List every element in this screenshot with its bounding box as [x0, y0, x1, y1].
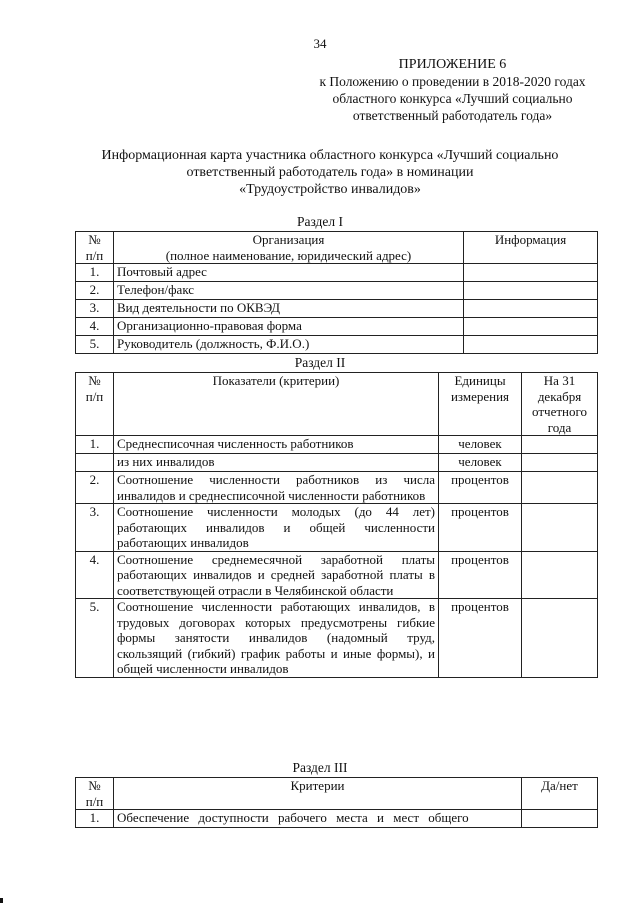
row-number: 2.	[76, 282, 114, 300]
row-number: 1.	[76, 264, 114, 282]
header-text: п/п	[85, 247, 104, 263]
row-text: Организационно-правовая форма	[114, 318, 464, 336]
header-text: №	[88, 778, 101, 793]
table-row	[76, 282, 598, 300]
header-date	[522, 373, 598, 436]
row-number: 5.	[76, 336, 114, 354]
unit-cell: процентов	[439, 551, 522, 599]
unit-cell: процентов	[439, 599, 522, 678]
answer-cell[interactable]	[522, 810, 598, 828]
table-row	[76, 472, 598, 504]
header-text: года	[547, 419, 572, 435]
header-text: №	[88, 373, 101, 388]
value-cell[interactable]	[522, 504, 598, 552]
title-line: ответственный работодатель года» в номинации	[186, 165, 474, 180]
row-text: Соотношение численности работающих инвалидов, в трудовых договорах которых предусмотрены гибкие формы занятости инвалидов (надомный труд, скользящий (гибкий) график работы и иные формы), и общей численности инвалидов	[114, 599, 439, 678]
header-organization	[114, 232, 464, 264]
table-row	[76, 454, 598, 472]
table-header-row	[76, 778, 598, 810]
row-number: 1.	[76, 436, 114, 454]
header-text: декабря	[537, 388, 582, 404]
value-cell[interactable]	[522, 436, 598, 454]
appendix-title: ПРИЛОЖЕНИЕ 6	[398, 57, 507, 72]
table-header-row	[76, 373, 598, 436]
header-answer: Да/нет	[522, 778, 598, 810]
page-number: 34	[313, 36, 327, 51]
row-text: Среднесписочная численность работников	[114, 436, 439, 454]
row-text: Соотношение численности работников из числа инвалидов и среднесписочной численности работников	[114, 472, 439, 504]
section-2-label: Раздел II	[294, 355, 346, 370]
row-text: Вид деятельности по ОКВЭД	[114, 300, 464, 318]
row-number: 3.	[76, 300, 114, 318]
header-text: №	[88, 232, 101, 247]
info-cell[interactable]	[464, 264, 598, 282]
header-num	[76, 373, 114, 436]
section-1-table	[75, 231, 598, 354]
header-information: Информация	[464, 232, 598, 264]
row-text: из них инвалидов	[114, 454, 439, 472]
section-3-table	[75, 777, 598, 828]
row-number: 4.	[76, 551, 114, 599]
info-cell[interactable]	[464, 282, 598, 300]
section-2-table	[75, 372, 598, 678]
header-criteria: Критерии	[114, 778, 522, 810]
header-text: п/п	[85, 793, 104, 809]
table-row	[76, 300, 598, 318]
row-text: Соотношение численности молодых (до 44 лет) работающих инвалидов и общей численности работающих инвалидов	[114, 504, 439, 552]
section-1-label: Раздел I	[296, 214, 344, 229]
table-header-row	[76, 232, 598, 264]
table-row	[76, 551, 598, 599]
row-text: Телефон/факс	[114, 282, 464, 300]
header-num	[76, 778, 114, 810]
row-number	[76, 454, 114, 472]
table-row	[76, 264, 598, 282]
info-cell[interactable]	[464, 300, 598, 318]
header-text: Единицы	[454, 373, 506, 388]
unit-cell: человек	[439, 454, 522, 472]
scan-mark	[0, 898, 3, 903]
row-number: 3.	[76, 504, 114, 552]
row-text: Руководитель (должность, Ф.И.О.)	[114, 336, 464, 354]
row-text: Почтовый адрес	[114, 264, 464, 282]
header-criteria: Показатели (критерии)	[114, 373, 439, 436]
header-text: (полное наименование, юридический адрес)	[165, 247, 412, 263]
row-number: 1.	[76, 810, 114, 828]
title-line: «Трудоустройство инвалидов»	[239, 182, 421, 197]
header-num	[76, 232, 114, 264]
unit-cell: процентов	[439, 472, 522, 504]
header-text: отчетного	[532, 404, 587, 419]
value-cell[interactable]	[522, 551, 598, 599]
header-text: На 31	[543, 373, 576, 388]
info-cell[interactable]	[464, 336, 598, 354]
table-row	[76, 810, 598, 828]
table-row	[76, 599, 598, 678]
row-number: 5.	[76, 599, 114, 678]
row-number: 2.	[76, 472, 114, 504]
header-text: Организация	[252, 232, 325, 247]
row-number: 4.	[76, 318, 114, 336]
row-text: Обеспечение доступности рабочего места и мест общего	[114, 810, 522, 828]
value-cell[interactable]	[522, 599, 598, 678]
table-row	[76, 436, 598, 454]
title-line: Информационная карта участника областного конкурса «Лучший социально	[101, 148, 559, 163]
document-title	[60, 147, 600, 198]
header-units	[439, 373, 522, 436]
header-text: измерения	[450, 388, 510, 404]
appendix-line: к Положению о проведении в 2018-2020 годах	[319, 74, 586, 89]
table-row	[76, 336, 598, 354]
table-row	[76, 504, 598, 552]
appendix-line: ответственный работодатель года»	[352, 108, 553, 123]
table-row	[76, 318, 598, 336]
unit-cell: процентов	[439, 504, 522, 552]
info-cell[interactable]	[464, 318, 598, 336]
value-cell[interactable]	[522, 472, 598, 504]
appendix-line: областного конкурса «Лучший социально	[332, 91, 573, 106]
header-text: п/п	[85, 388, 104, 404]
value-cell[interactable]	[522, 454, 598, 472]
row-text: Соотношение среднемесячной заработной платы работающих инвалидов и средней заработной платы в соответствующей отрасли в Челябинской области	[114, 551, 439, 599]
unit-cell: человек	[439, 436, 522, 454]
appendix-header	[300, 56, 605, 124]
section-3-label: Раздел III	[292, 760, 348, 775]
